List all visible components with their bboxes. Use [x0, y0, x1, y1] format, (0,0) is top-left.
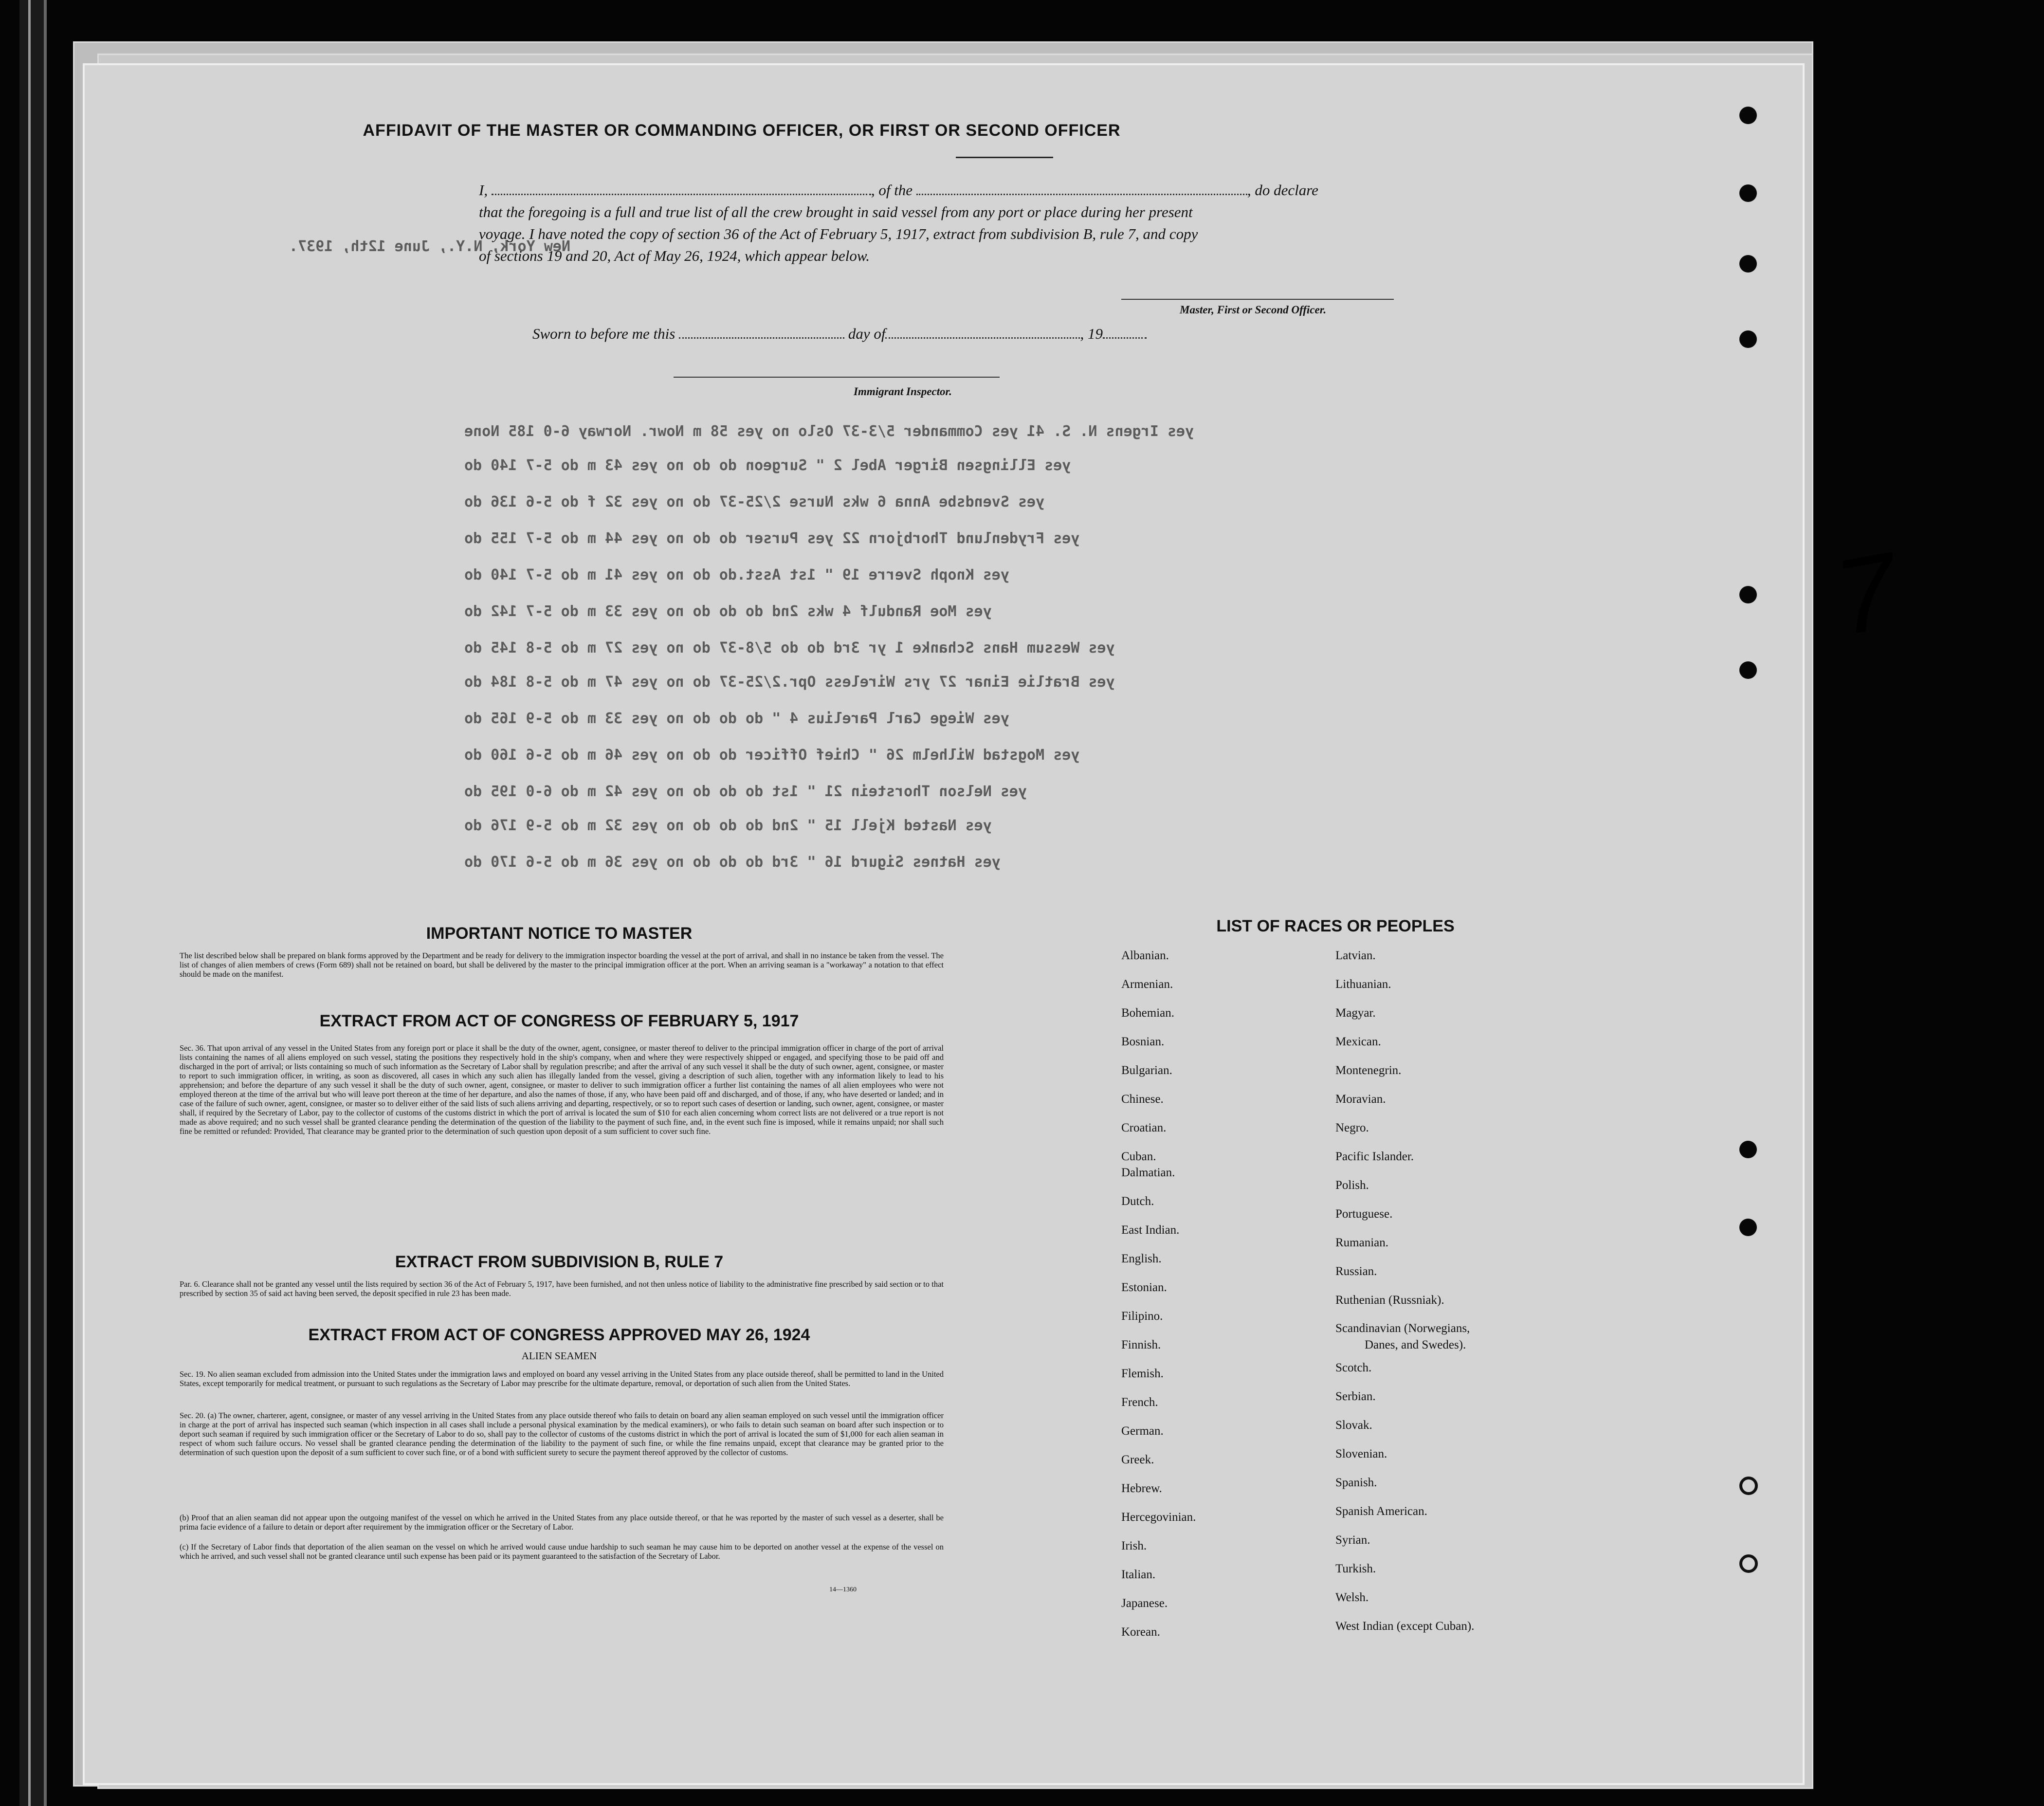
extract-1924-sec20c: (c) If the Secretary of Labor finds that deportation of the alien seaman on the vessel on which he arrived would cause undue hardship to such seaman he may cause him to be deported on another vessel at the expense of the vessel on which he arrived, and such vessel shall not be granted clearance until such expense has been paid or its payment guaranteed to the satisfaction of the Secretary of Labor.	[180, 1542, 944, 1561]
binding-strip	[19, 0, 47, 1806]
race-item: Russian.	[1335, 1265, 1377, 1278]
pronoun: I,	[479, 182, 488, 199]
notice-body: The list described below shall be prepared on blank forms approved by the Department and be ready for delivery to the immigration inspector boarding the vessel at the port of arrival, and shall in no instance be taken from the vessel. The list of changes of alien members of crews (Form 689) shall not be retained on board, but shall be delivered by the master to the principal immigration officer at the port. When an arriving seaman is a "workaway" a notation to that effect should be made on the manifest.	[180, 951, 944, 979]
race-item: Danes, and Swedes).	[1365, 1338, 1466, 1351]
crew-row: yes Svendsbe Anna 6 wks Nurse 2/25-37 do no yes 32 f do 5-6 136 do	[464, 493, 1045, 511]
extract-rule7-title: EXTRACT FROM SUBDIVISION B, RULE 7	[395, 1253, 724, 1271]
punch-hole-icon	[1739, 1477, 1758, 1495]
crew-row: yes Wessum Hans Schanke 1 yr 3rd do do 5/8-37 do no yes 27 m do 5-8 145 do	[464, 639, 1115, 657]
races-right-column	[1335, 941, 1474, 1641]
race-item: Bohemian.	[1121, 1006, 1175, 1020]
race-item: Slovak.	[1335, 1419, 1372, 1432]
year-prefix-label: , 19	[1080, 325, 1103, 342]
race-item: Dutch.	[1121, 1195, 1154, 1208]
race-item: Finnish.	[1121, 1338, 1161, 1351]
race-item: Bosnian.	[1121, 1035, 1165, 1048]
race-item: Spanish American.	[1335, 1505, 1427, 1518]
notice-title: IMPORTANT NOTICE TO MASTER	[426, 924, 693, 943]
punch-hole-icon	[1739, 107, 1757, 124]
crew-row: yes Mogstad Wilhelm 26 " Chief Officer do do no yes 46 m do 5-6 160 do	[464, 747, 1080, 764]
race-item: Rumanian.	[1335, 1236, 1389, 1249]
punch-hole-icon	[1739, 184, 1757, 202]
race-item: Pacific Islander.	[1335, 1150, 1414, 1163]
extract-1917-title: EXTRACT FROM ACT OF CONGRESS OF FEBRUARY 5, 1917	[319, 1012, 799, 1030]
race-item: English.	[1121, 1252, 1162, 1265]
crew-row: yes Frydenlund Thorbjorn 22 yes Purser do do no yes 44 m do 5-7 155 do	[464, 530, 1080, 547]
race-item: Armenian.	[1121, 978, 1173, 991]
name-blank	[492, 194, 871, 195]
affidavit-title: AFFIDAVIT OF THE MASTER OR COMMANDING OFFICER, OR FIRST OR SECOND OFFICER	[363, 121, 1121, 140]
crew-row: yes Hatnes Sigurd 16 " 3rd do do do no yes 36 m do 5-6 170 do	[464, 854, 1001, 871]
race-item: Welsh.	[1335, 1591, 1369, 1604]
race-item: Portuguese.	[1335, 1207, 1393, 1221]
extract-1924-sec19: Sec. 19. No alien seaman excluded from admission into the United States under the immigration laws and employed on board any vessel arriving in the United States from any place outside thereof, shall be permitted to land in the United States, except temporarily for medical treatment, or pursuant to such regulations as the Secretary of Labor may prescribe for the ultimate departure, removal, or deportation of such alien from the United States.	[180, 1369, 944, 1388]
punch-hole-icon	[1739, 586, 1757, 603]
race-item: Italian.	[1121, 1568, 1156, 1581]
manifest-page	[83, 63, 1906, 1785]
race-item: Polish.	[1335, 1179, 1369, 1192]
punch-hole-icon	[1739, 1554, 1758, 1573]
race-item: Spanish.	[1335, 1476, 1377, 1489]
inspector-label: Immigrant Inspector.	[854, 385, 952, 398]
day-of-label: day of	[848, 325, 886, 342]
sworn-year-blank	[1103, 337, 1147, 339]
race-item: Hebrew.	[1121, 1482, 1162, 1495]
race-item: Lithuanian.	[1335, 978, 1391, 991]
race-item: Hercegovinian.	[1121, 1511, 1196, 1524]
vessel-blank	[916, 194, 1247, 195]
extract-1924-sec20: Sec. 20. (a) The owner, charterer, agent, consignee, or master of any vessel arriving in the United States from any place outside thereof who fails to detain on board any alien seaman employed on such vessel until the immigration officer in charge at the port of arrival has inspected such seaman (which inspection in all cases shall include a personal physical examination by the medical examiners), or who fails to detain such seaman on board after such inspection or to deport such seaman if required by such immigration officer or the Secretary of Labor to do so, shall pay to the collector of customs of the customs district in which the port of arrival is located the sum of $1,000 for each alien seaman in respect of whom such failure occurs. No vessel shall be granted clearance pending the determination of the liability to the payment of such fine, or while the fine remains unpaid, except that clearance may be granted prior to the determination of such question upon the deposit of a sum sufficient to cover such fine, or of a bond with sufficient surety to secure the payment thereof approved by the collector of customs.	[180, 1411, 944, 1457]
races-title: LIST OF RACES OR PEOPLES	[1216, 917, 1455, 935]
signature-label: Master, First or Second Officer.	[1180, 304, 1327, 316]
race-item: Chinese.	[1121, 1093, 1164, 1106]
signature-line	[1121, 299, 1394, 300]
crew-row: yes Nasted Kjell 15 " 2nd do do do no yes 32 m do 5-9 176 do	[464, 817, 992, 834]
crew-row: yes Wiege Carl Parelius 4 " do do do no yes 33 m do 5-9 165 do	[464, 710, 1009, 727]
sworn-line	[532, 323, 1147, 345]
race-item: Negro.	[1335, 1121, 1369, 1134]
punch-hole-icon	[1739, 255, 1757, 273]
sworn-label: Sworn to before me this	[532, 325, 675, 342]
race-item: Scandinavian (Norwegians,	[1335, 1322, 1470, 1335]
punch-hole-icon	[1739, 330, 1757, 348]
crew-row: yes Nelson Thorstein 21 " 1st do do do no yes 42 m do 6-0 195 do	[464, 783, 1027, 800]
race-item: Croatian.	[1121, 1121, 1167, 1134]
declaration-line-3: voyage. I have noted the copy of section 36 of the Act of February 5, 1917, extract from subdivision B, rule 7, and copy	[479, 225, 1198, 242]
race-item: Cuban.	[1121, 1150, 1156, 1163]
extract-1924-title: EXTRACT FROM ACT OF CONGRESS APPROVED MAY 26, 1924	[308, 1326, 810, 1344]
race-item: Syrian.	[1335, 1533, 1370, 1547]
race-item: Latvian.	[1335, 949, 1376, 962]
crew-row: yes Knoph Sverre 19 " 1st Asst.do do no yes 41 m do 5-7 140 do	[464, 566, 1009, 584]
sworn-day-blank	[679, 337, 844, 339]
extract-1924-subtitle: ALIEN SEAMEN	[521, 1350, 597, 1362]
race-item: West Indian (except Cuban).	[1335, 1620, 1475, 1633]
race-item: Albanian.	[1121, 949, 1169, 962]
extract-1917-body: Sec. 36. That upon arrival of any vessel in the United States from any foreign port or place it shall be the duty of the owner, agent, consignee, or master thereof to deliver to the principal immigration officer in charge of the port of arrival lists containing the names of all aliens employed on such vessel, stating the positions they respectively hold in the ship's company, when and where they were respectively shipped or engaged, and specifying those to be paid off and discharged in the port of arrival; or lists containing so much of such information as the Secretary of Labor shall by regulation prescribe; and after the arrival of any such vessel it shall be the duty of such owner, agent, consignee, or master to report to such immigration officer, in writing, as soon as discovered, all cases in which any such alien has illegally landed from the vessel, giving a description of such alien, together with any information likely to lead to his apprehension; and before the departure of any such vessel it shall be the duty of such owner, agent, consignee, or master to deliver to such immigration officer a further list containing the names of all alien employees who were not employed thereon at the time of the arrival but who will leave port thereon at the time of her departure, and also the names of those, if any, who have been paid off and discharged, and of those, if any, who have deserted or landed; and in case of the failure of such owner, agent, consignee, or master so to deliver either of the said lists of such aliens arriving and departing, respectively, or so to report such cases of desertion or landing, such owner, agent, consignee, or master shall, if required by the Secretary of Labor, pay to the collector of customs of the customs district in which the port of arrival is located the sum of $10 for each alien concerning whom correct lists are not delivered or a true report is not made as above required; and no such vessel shall be granted clearance pending the determination of the question of the liability to the payment of such fine, and, in the event such fine is imposed, while it remains unpaid; nor shall such fine be remitted or refunded: Provided, That clearance may be granted prior to the determination of such question upon deposit of a sum sufficient to cover such fine.	[180, 1043, 944, 1136]
race-item: Irish.	[1121, 1539, 1147, 1552]
race-item: Bulgarian.	[1121, 1064, 1172, 1077]
title-underline	[956, 157, 1053, 158]
punch-hole-icon	[1739, 1141, 1757, 1158]
race-item: Estonian.	[1121, 1281, 1167, 1294]
race-item: Turkish.	[1335, 1562, 1376, 1575]
sworn-month-blank	[885, 337, 1080, 339]
race-item: East Indian.	[1121, 1223, 1180, 1237]
extract-1924-sec20b: (b) Proof that an alien seaman did not appear upon the outgoing manifest of the vessel on which he arrived in the United States from any place outside thereof, or that he was reported by the master of such vessel as a deserter, shall be prima facie evidence of a failure to detain or deport after requirement by the immigration officer or the Secretary of Labor.	[180, 1513, 944, 1532]
race-item: Filipino.	[1121, 1310, 1163, 1323]
race-item: Japanese.	[1121, 1597, 1168, 1610]
race-item: Mexican.	[1335, 1035, 1381, 1048]
extract-rule7-body: Par. 6. Clearance shall not be granted any vessel until the lists required by section 36 of the Act of February 5, 1917, have been furnished, and not then unless notice of liability to the administrative fine prescribed by said section or to that prescribed by section 35 of said act having been served, the deposit specified in rule 23 has been made.	[180, 1279, 944, 1298]
race-item: Dalmatian.	[1121, 1166, 1175, 1179]
do-declare-label: , do declare	[1247, 182, 1318, 199]
crew-row: yes Ellingsen Birger Abel 2 " Surgeon do do no yes 43 m do 5-7 140 do	[464, 457, 1071, 474]
crew-row: yes Bratlie Einar 27 yrs Wireless Opr.2/25-37 do no yes 47 m do 5-8 184 do	[464, 674, 1115, 691]
race-item: Serbian.	[1335, 1390, 1376, 1403]
race-item: Moravian.	[1335, 1093, 1386, 1106]
race-item: Greek.	[1121, 1453, 1154, 1466]
declaration-line-2: that the foregoing is a full and true list of all the crew brought in said vessel from any port or place during her present	[479, 203, 1193, 220]
inspector-line	[674, 377, 1000, 378]
handwritten-mark: 7	[1826, 529, 1906, 658]
race-item: Montenegrin.	[1335, 1064, 1402, 1077]
race-item: French.	[1121, 1396, 1158, 1409]
punch-hole-icon	[1739, 1219, 1757, 1236]
form-number: 14—1360	[829, 1586, 857, 1593]
declaration-line-1	[479, 180, 1477, 201]
races-left-column	[1121, 941, 1196, 1646]
race-item: Flemish.	[1121, 1367, 1164, 1380]
race-item: Scotch.	[1335, 1361, 1372, 1374]
race-item: German.	[1121, 1424, 1164, 1438]
crew-row: yes Moe Randulf 4 wks 2nd do do do no yes 33 m do 5-7 142 do	[464, 603, 992, 620]
declaration-line-4: of sections 19 and 20, Act of May 26, 1924, which appear below.	[479, 247, 870, 264]
punch-hole-icon	[1739, 661, 1757, 679]
crew-row: yes Irgens N. S. 41 yes Commander 5/3-37 Oslo no yes 58 m Nowr. Norway 6-0 185 None	[464, 423, 1194, 440]
race-item: Slovenian.	[1335, 1447, 1387, 1460]
race-item: Ruthenian (Russniak).	[1335, 1294, 1444, 1307]
of-the-label: , of the	[871, 182, 913, 199]
race-item: Korean.	[1121, 1625, 1160, 1639]
race-item: Magyar.	[1335, 1006, 1376, 1020]
typed-place-date: New York, N.Y., June 12th, 1937.	[289, 238, 570, 255]
